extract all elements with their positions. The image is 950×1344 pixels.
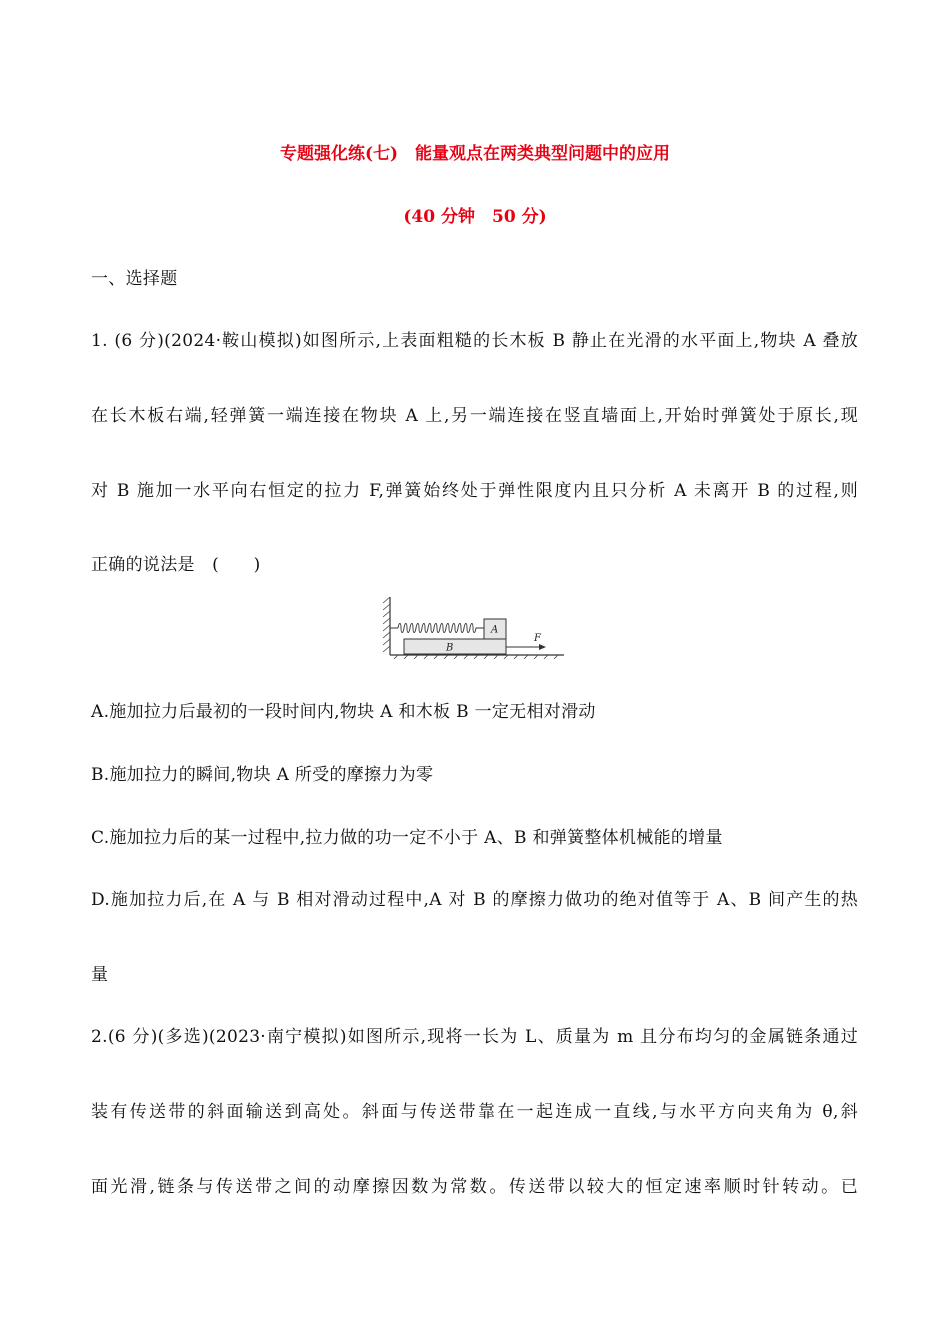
section-heading: 一、选择题 [91,269,178,289]
q1-option-d-line-2: 量 [91,965,109,985]
spring [390,624,484,633]
q1-option-d-line-1: D.施加拉力后,在 A 与 B 相对滑动过程中,A 对 B 的摩擦力做功的绝对值等于 A、B 间产生的热 [91,890,858,910]
q2-line-2: 装有传送带的斜面输送到高处。斜面与传送带靠在一起连成一直线,与水平方向夹角为 θ,斜 [91,1102,858,1122]
page-title: 专题强化练(七) 能量观点在两类典型问题中的应用 [279,144,671,164]
board-b-label: B [446,642,454,654]
block-a-label: A [491,624,499,636]
q2-line-3: 面光滑,链条与传送带之间的动摩擦因数为常数。传送带以较大的恒定速率顺时针转动。已 [91,1177,858,1197]
diagram-svg [380,595,566,659]
wall-hatching [383,597,390,652]
page-subtitle: (40 分钟 50 分) [403,207,547,227]
q1-line-2: 在长木板右端,轻弹簧一端连接在物块 A 上,另一端连接在竖直墙面上,开始时弹簧处于原长,现 [91,406,858,426]
q1-option-a: A.施加拉力后最初的一段时间内,物块 A 和木板 B 一定无相对滑动 [91,702,596,722]
q2-line-1: 2.(6 分)(多选)(2023·南宁模拟)如图所示,现将一长为 L、质量为 m 且分布均匀的金属链条通过 [91,1027,858,1047]
q1-line-3: 对 B 施加一水平向右恒定的拉力 F,弹簧始终处于弹性限度内且只分析 A 未离开 B 的过程,则 [91,481,858,501]
q1-option-b: B.施加拉力的瞬间,物块 A 所受的摩擦力为零 [91,765,434,785]
q1-line-4: 正确的说法是 ( ) [91,555,261,575]
board-b [404,639,506,654]
q1-line-1: 1. (6 分)(2024·鞍山模拟)如图所示,上表面粗糙的长木板 B 静止在光滑的水平面上,物块 A 叠放 [91,331,858,351]
spring-block-board-diagram [380,595,566,659]
force-label: F [534,633,541,644]
force-arrow-head-icon [539,644,546,650]
q1-option-c: C.施加拉力后的某一过程中,拉力做的功一定不小于 A、B 和弹簧整体机械能的增量 [91,828,723,848]
